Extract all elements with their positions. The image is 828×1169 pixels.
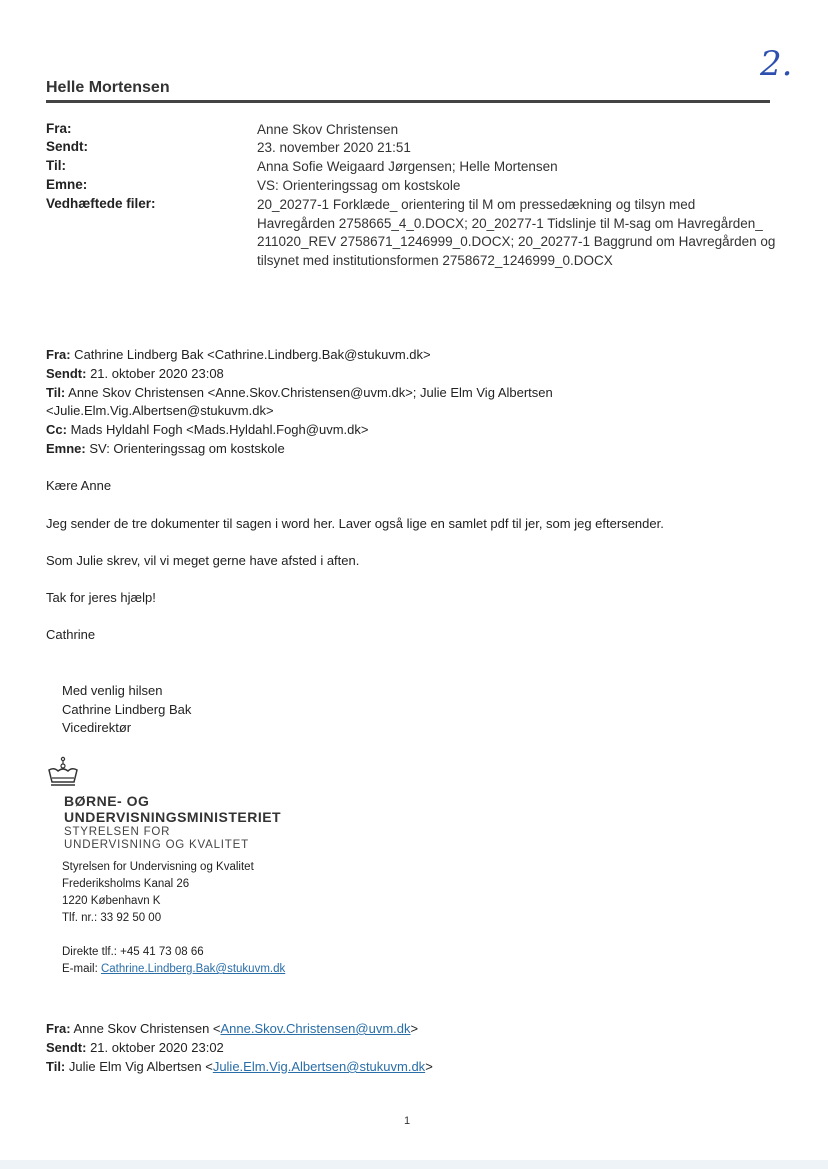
body-paragraph: Jeg sender de tre dokumenter til sagen i word her. Laver også lige en samlet pdf til jer, som jeg eftersender.: [46, 516, 664, 531]
sendt-label: Sendt:: [46, 139, 88, 154]
til-value: Anna Sofie Weigaard Jørgensen; Helle Mortensen: [257, 159, 558, 174]
msg1-cc-value: Mads Hyldahl Fogh <Mads.Hyldahl.Fogh@uvm.dk>: [66, 422, 369, 437]
msg2-til-email-link[interactable]: Julie.Elm.Vig.Albertsen@stukuvm.dk: [212, 1059, 426, 1074]
msg2-fra-line: [46, 1021, 418, 1036]
address-line: Frederiksholms Kanal 26: [62, 878, 190, 890]
crown-logo-icon: [46, 756, 80, 788]
email-line: [62, 963, 285, 975]
msg2-sendt-value: 21. oktober 2020 23:02: [86, 1040, 224, 1055]
msg1-sendt-label: Sendt:: [46, 366, 87, 381]
handwritten-page-mark: 2.: [760, 44, 793, 84]
msg2-sendt-label: Sendt:: [46, 1040, 87, 1055]
ministry-line-2: UNDERVISNINGSMINISTERIET: [64, 809, 282, 825]
agency-line-1: STYRELSEN FOR: [64, 826, 171, 838]
address-line: 1220 København K: [62, 895, 161, 907]
msg1-sendt-line: [46, 366, 224, 381]
msg2-fra-value: Anne Skov Christensen <: [70, 1021, 221, 1036]
email-label: E-mail:: [62, 963, 101, 975]
msg1-emne-label: Emne:: [46, 441, 86, 456]
msg1-emne-value: SV: Orienteringssag om kostskole: [85, 441, 285, 456]
msg2-til-line: [46, 1059, 433, 1074]
msg1-cc-label: Cc:: [46, 422, 67, 437]
msg2-til-end: >: [425, 1059, 433, 1074]
direct-phone: Direkte tlf.: +45 41 73 08 66: [62, 946, 204, 958]
email-link[interactable]: Cathrine.Lindberg.Bak@stukuvm.dk: [100, 963, 286, 975]
address-line: Tlf. nr.: 33 92 50 00: [62, 912, 162, 924]
attachment-line: Havregården 2758665_4_0.DOCX; 20_20277-1 Tidslinje til M-sag om Havregården_: [257, 216, 763, 231]
msg1-til-line: [46, 385, 553, 400]
msg1-cc-line: [46, 422, 368, 437]
msg1-fra-value: Cathrine Lindberg Bak <Cathrine.Lindberg.Bak@stukuvm.dk>: [70, 347, 431, 362]
msg1-fra-line: [46, 347, 431, 362]
agency-line-2: UNDERVISNING OG KVALITET: [64, 839, 249, 851]
fra-label: Fra:: [46, 121, 72, 136]
address-line: Styrelsen for Undervisning og Kvalitet: [62, 861, 254, 873]
attachment-line: tilsynet med institutionsformen 2758672_1246999_0.DOCX: [257, 253, 613, 268]
emne-label: Emne:: [46, 177, 88, 192]
sendt-value: 23. november 2020 21:51: [257, 140, 411, 155]
ministry-line-1: BØRNE- OG: [64, 793, 150, 809]
til-label: Til:: [46, 158, 66, 173]
msg2-til-label: Til:: [46, 1059, 66, 1074]
attachments-label: Vedhæftede filer:: [46, 196, 156, 211]
msg2-fra-label: Fra:: [46, 1021, 71, 1036]
msg1-sendt-value: 21. oktober 2020 23:08: [86, 366, 224, 381]
msg2-fra-end: >: [410, 1021, 419, 1036]
fra-value: Anne Skov Christensen: [257, 122, 399, 137]
page-number: 1: [404, 1115, 411, 1127]
signature-line: Cathrine Lindberg Bak: [62, 702, 192, 717]
msg1-til-value: Anne Skov Christensen <Anne.Skov.Christensen@uvm.dk>; Julie Elm Vig Albertsen: [65, 385, 553, 400]
title-divider: [46, 100, 770, 103]
signature-line: Vicedirektør: [62, 720, 132, 735]
msg1-fra-label: Fra:: [46, 347, 71, 362]
body-paragraph: Som Julie skrev, vil vi meget gerne have afsted i aften.: [46, 553, 360, 568]
msg1-emne-line: [46, 441, 285, 456]
scan-edge: [0, 1160, 828, 1169]
body-paragraph: Kære Anne: [46, 478, 112, 493]
emne-value: VS: Orienteringssag om kostskole: [257, 178, 461, 193]
msg2-sendt-line: [46, 1040, 224, 1055]
msg1-til-label: Til:: [46, 385, 66, 400]
agency-name: [64, 826, 249, 852]
attachment-line: 211020_REV 2758671_1246999_0.DOCX; 20_20277-1 Baggrund om Havregården og: [257, 234, 776, 249]
msg1-til-continuation: <Julie.Elm.Vig.Albertsen@stukuvm.dk>: [46, 403, 274, 418]
body-paragraph: Cathrine: [46, 627, 96, 642]
signature-line: Med venlig hilsen: [62, 683, 163, 698]
body-paragraph: Tak for jeres hjælp!: [46, 590, 156, 605]
attachment-line: 20_20277-1 Forklæde_ orientering til M om pressedækning og tilsyn med: [257, 197, 696, 212]
document-title: Helle Mortensen: [46, 79, 170, 96]
msg2-fra-email-link[interactable]: Anne.Skov.Christensen@uvm.dk: [220, 1021, 411, 1036]
ministry-name: [64, 793, 281, 825]
msg2-til-value: Julie Elm Vig Albertsen <: [65, 1059, 213, 1074]
